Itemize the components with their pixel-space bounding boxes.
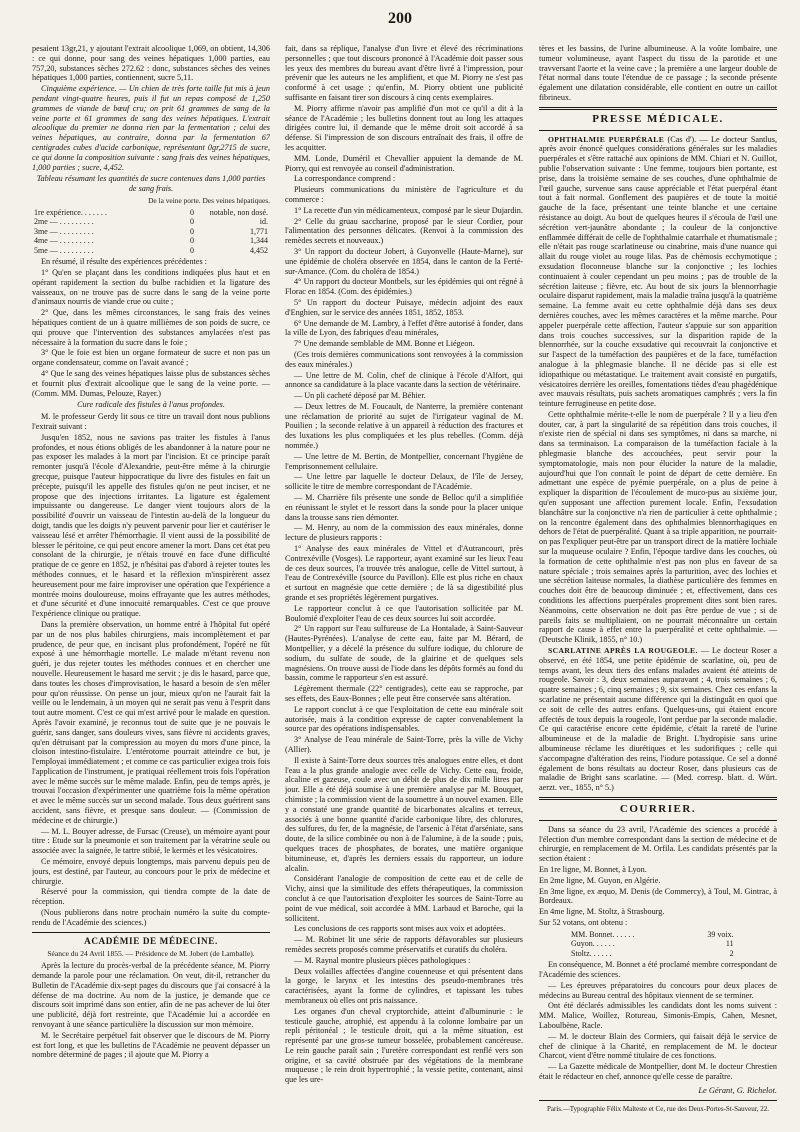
section-title: ACADÉMIE DE MÉDECINE. bbox=[84, 935, 218, 946]
candidate-line: En 3me ligne, ex æquo, M. Denis (de Commercy), à Toul, M. Gintrac, à Bordeaux. bbox=[539, 886, 777, 906]
table-row bbox=[569, 930, 736, 940]
table-title: Tableau résumant les quantités de sucre contenues dans 1,000 parties de sang frais. bbox=[36, 174, 266, 194]
paragraph: 2° Un rapport sur l'eau sulfureuse de La Hontalade, à Saint-Sauveur (Hautes-Pyrénées). L'analyse de cette eau, faite par M. Bérard, de Montpellier, y a décelé la présence du sulfure iodique, du chlorure de sodium, du sulfate de soude, de la glairine et de quelques sels magnésiens. On trouve aussi de l'iode dans les dépôts formés au fond du bassin, comme le rapporteur s'en est assuré. bbox=[285, 624, 523, 683]
paragraph: Les conclusions de ces rapports sont mises aux voix et adoptées. bbox=[294, 924, 506, 934]
column-1 bbox=[32, 44, 270, 1114]
paragraph bbox=[539, 646, 777, 793]
paragraph: — La Gazette médicale de Montpellier, dont M. le docteur Chrestien était le rédacteur en chef, annonce qu'elle cesse de paraître. bbox=[539, 1062, 777, 1081]
row-label: 4me — . . . . . . . . . bbox=[34, 236, 94, 246]
cell-hep: 1,771 bbox=[250, 226, 268, 236]
session-line: Séance du 24 Avril 1855. — Présidence de M. Jobert (de Lamballe). bbox=[47, 949, 255, 959]
divider bbox=[539, 797, 777, 800]
cell-porte: 0 bbox=[190, 226, 194, 236]
votes-intro: Sur 52 votans, ont obtenu : bbox=[539, 917, 628, 927]
paragraph: — M. Henry, au nom de la commission des eaux minérales, donne lecture de plusieurs rapports : bbox=[285, 523, 523, 543]
article-lead: OPHTHALMIE PUERPÉRALE bbox=[548, 134, 665, 144]
table-row bbox=[569, 939, 736, 949]
divider bbox=[32, 932, 270, 933]
paragraph: Cinquième expérience. — Un chien de très forte taille fut mis à jeun pendant vingt-quatre heures, puis il fut un repas composé de 1,250 grammes de viande de bœuf cru; on prit 61 grammes de sang de la veine porte et 61 grammes de sang des veines hépatiques. L'extrait alcoolique du premier ne donna rien par la fermentation ; celui des veines hépatiques, au contraire, donna par la fermentation 67 centigrades cubes d'acide carbonique, représentant 0gr,2715 de sucre, ce qui donne la composition suivante : sang frais des veines hépatiques, 1,000 parties ; sucre, 4,452. bbox=[32, 84, 270, 172]
paragraph: Considérant l'analogie de composition de cette eau et de celle de Vichy, ainsi que la similitude des effets thérapeutiques, la commission conclut à ce que l'autorisation d'exploiter les sources de Saint-Torre au point de vue médical, soit accordée à MM. Larbaud et Baroche, qui la sollicitent. bbox=[285, 874, 523, 923]
vote-count: 2 bbox=[729, 948, 734, 958]
candidate-line: En 2me ligne, M. Guyon, en Algérie. bbox=[539, 875, 661, 885]
paragraph: — Deux lettres de M. Foucault, de Nanterre, la première contenant une réclamation de priorité au sujet de l'irrigateur vaginal de M. Pouilien ; la seconde relative à un appareil à réduction des fractures et des luxations les plus compliquées et les plus rebelles. (Comm. déjà nommée.) bbox=[285, 401, 523, 451]
paragraph: 7° Une demande semblable de MM. Bonne et Liégeon. bbox=[294, 339, 475, 349]
paragraph: — M. Charrière fils présente une sonde de Belloc qu'il a simplifiée en réunissant le stylet et le ressort dans la sonde pour la placer unique dans la trousse sans rien démonter. bbox=[285, 493, 523, 522]
paragraph: Après la lecture du procès-verbal de la précédente séance, M. Piorry demande la parole pour une réclamation. On veut, dit-il, retrancher du Bulletin de l'Académie dix-sept pages du discours que j'ai consacré à la défense de ma doctrine. Au nom de la justice, je demande que ce discours soit imprimé dans son entier, afin de ne pas achever de lui ôter une publicité, déjà fort restreinte, que l'Académie lui a accordée en renvoyant à une séance particulière la discussion sur mon mémoire. bbox=[32, 961, 270, 1030]
paragraph: tères et les bassins, de l'urine albumineuse. A la voûte lombaire, une tumeur volumineuse, ayant l'aspect du tissu de la parotide et une travversant l'aorte et la veine cave ; la première a une largeur double de l'état normal dans toute l'étendue de ce passage ; la seconde présente également une dilatation considérable, elle contient en outre un caillot fibrineux. bbox=[539, 44, 777, 102]
subheading: Cure radicale des fistules à l'anus profondes. bbox=[77, 400, 225, 410]
row-label: 3me — . . . . . . . . . bbox=[34, 226, 94, 236]
paragraph: 1° La recette d'un vin médicamenteux, composé par le sieur Dujardin. bbox=[294, 205, 523, 215]
vote-name: Guyon. . . . . . bbox=[571, 939, 615, 949]
cell-porte: 0 bbox=[190, 207, 194, 217]
paragraph: (Ces trois dernières communications sont renvoyées à la commission des eaux minérales.) bbox=[285, 349, 523, 369]
paragraph: Cette ophthalmie mérite-t-elle le nom de puerpérale ? Il y a lieu d'en douter, car, à part la singularité de sa répétition dans trois couches, il n'existe rien de spécial ni dans ses symptômes, ni dans sa marche, ni dans sa terminaison. La comparaison de la tuméfaction faciale à la phlegmasie blanche des accouchées, peut servir pour la symptomatologie, mais non pour élucider la nature de la maladie, aujourd'hui que l'on connaît le point de départ de cette dernière. En admettant une espèce de pyémie puerpérale, on a plus de peine à expliquer la disparition de l'écoulement de muco-pus au sixième jour, qu'en supposant une affection purement locale. Enfin, l'exsudation blanchâtre sur la conjonctive n'a rien de particulier à cette ophthalmie ; on la rencontre également dans des ophthalmies blennorrhagiques en dehors de l'état de puerpéralité. Quant à sa triple apparition, ne pourrait-on pas l'expliquer peut-être par un transport direct de la matière lochiale sur la muqueuse oculaire ? Enfin, l'époque tardive dans les couches, où la formation de cette ophthalmie n'est pas non plus en faveur de sa nature spéciale ; trois semaines après la parturition, avec des lochies et une sécrétion laiteuse normales, la diathèse particulière des femmes en couches doit être de beaucoup diminuée ; et, effectivement, dans ces conditions les affections puerpérales proprement dites sont bien rares. Néanmoins, cette observation ne doit pas être perdue de vue ; si de pareils faits se multipliaient, on ne pourrait méconnaître un certain rapport de cause à effet entre la puerpéralité et cette ophthalmie. — (Deutsche Klinik, 1855, n° 10.) bbox=[539, 409, 777, 645]
vote-count: 39 voix. bbox=[707, 929, 734, 939]
paragraph: La correspondance comprend : bbox=[294, 174, 396, 184]
paragraph bbox=[539, 135, 777, 409]
table-row bbox=[32, 236, 270, 246]
paragraph: M. le professeur Gerdy lit sous ce titre un travail dont nous publions l'extrait suivant : bbox=[32, 412, 270, 431]
paragraph: Ce mémoire, envoyé depuis longtemps, mais parvenu depuis peu de jours, est destiné, par l'auteur, au concours pour le prix de médecine et chirurgie. bbox=[32, 857, 270, 886]
table-row bbox=[32, 217, 270, 227]
paragraph: Jusqu'en 1852, nous ne savions pas traiter les fistules à l'anus profondes, et nous étions obligés de les abandonner à la nature pour ne pas exposer les malades à la mort par l'incision. Et ce principe paraît remonter jusqu'à l'école d'Alexandrie, peut-être même à la chirurgie grecque, puisque l'auteur hippocratique du livre des fistules en fait un précepte, puisqu'il les appelle des fistules qu'on ne peut inciser, et ne propose que des injections irritantes. La ligature est également impuissante ou dangereuse. Le danger vient toujours alors de la possibilité d'ouvrir un vaisseau de l'intestin au-delà de la longueur du doigt, tandis que les doigts n'y peuvent parvenir pour lier et cautériser le vaisseau lésé et arrêter l'hémorrhagie. Il vient aussi de la possibilité de blesser le péritoine, ce qui peut encore amener la mort. Dans cet état peu consolant de la chirurgie, je n'étais trouvé en face d'une difficulté pratique de ce genre en 1852, je n'hésitai pas d'abord à rejeter toutes les méthodes connues, et le hasard et la réflexion m'inspirèrent assez heureusement pour me faire improviser une opération que l'expérience a montrée moins douloureuse, moins effrayante que les autres méthodes, et d'une sécurité et d'une innocuité remarquables. C'est ce que prouve l'expérience clinique ou pratique. bbox=[32, 432, 270, 619]
paragraph: — Un pli cacheté déposé par M. Béhier. bbox=[294, 391, 426, 401]
paragraph: Plusieurs communications du ministère de l'agriculture et du commerce : bbox=[285, 185, 523, 204]
paragraph: (Nous publierons dans notre prochain numéro la suite du compte-rendu de l'Académie des sciences.) bbox=[32, 908, 270, 927]
section-title: COURRIER. bbox=[619, 802, 697, 815]
column-2 bbox=[285, 44, 523, 1114]
paragraph: — M. Raynal montre plusieurs pièces pathologiques : bbox=[294, 955, 471, 965]
article-text: — Le docteur Roser a observé, en été 1854, une petite épidémie de scarlatine, où, peu de temps avant, les deux tiers des enfans malades avaient été atteints de rougeole. Savoir : 3, deux semaines auparavant ; 4, trois semaines ; 6, quatre semaines ; 6, cinq semaines ; 9, six semaines. Chez ces enfans la scarlatine ne présentait aucune différence qui la distinguât en quoi que ce soit de celle des autres enfans. Quelques-uns, qui étaient encore affectés de toux depuis la rougeole, l'ont perdue par la seconde maladie. Ce qui caractérise encore cette épidémie, c'était la rareté de l'urine albumineuse et de la maladie de Bright. L'hydropisie sans urine albumineuse réclame les diurétiques et les sudorifiques ; celle qui s'accompagne d'altération des reins, l'iodure potassique. Ce sel a donné également de bons résultats au docteur Roser, dans plusieurs cas de maladie de Bright sans scarlatine. — (Med. corresp. blatt. d. Würt. aerzt. ver., 1855, n° 5.) bbox=[539, 646, 777, 793]
paragraph: Dans sa séance du 23 avril, l'Académie des sciences a procédé à l'élection d'un membre correspondant dans la section de médecine et de chirurgie, en remplacement de M. Orfila. Les candidats présentés par la section étaient : bbox=[539, 824, 777, 864]
cell-hep: id. bbox=[259, 217, 268, 227]
article-lead: SCARLATINE APRÈS LA ROUGEOLE. bbox=[548, 646, 698, 656]
paragraph: 2° Celle du gruau saccharine, proposé par le sieur Cordier, pour l'alimentation des personnes délicates. (Renvoi à la commission des remèdes secrets et nouveaux.) bbox=[285, 216, 523, 246]
paragraph: — M. L. Bouyer adresse, de Fursac (Creuse), un mémoire ayant pour titre : Etude sur la pneumonie et son traitement par la vératrine seule ou associée avec la saignée, le tartre stibié, le kermès et les vésicatoires. bbox=[32, 826, 270, 856]
paragraph: fait, dans sa réplique, l'analyse d'un livre et élevé des récriminations personnelles ; que tout discours prononcé à l'Académie doit passer sous les yeux des membres du bureau avant d'être livré à l'impression, pour prévenir que les auteurs ne les amplifient, et que M. Piorry ne s'est pas conformé à cet usage ; qu'enfin, M. Piorry obtient une publicité suffisante en faisant tirer son discours à cinq cents exemplaires. bbox=[285, 44, 523, 102]
divider bbox=[539, 820, 777, 821]
vote-name: MM. Bonnet. . . . . . bbox=[571, 929, 635, 939]
paragraph: 4° Que le sang des veines hépatiques laisse plus de substances sèches et fournit plus d'extrait alcoolique que le sang de la veine porte. — (Comm. MM. Dumas, Pelouze, Rayer.) bbox=[32, 369, 270, 398]
row-label: 1re expérience. . . . . . . bbox=[34, 207, 107, 217]
column-3 bbox=[539, 44, 777, 1114]
row-label: 5me — . . . . . . . . . bbox=[34, 245, 94, 255]
paragraph: Il existe à Saint-Torre deux sources très analogues entre elles, et dont l'eau a la plus grande analogie avec celle de Vichy. Cette eau, froide, alcaline et gazeuse, coule avec un débit de plus de dix mille litres par jour. Elle a été déjà soumise à une première analyse par M. Bouquet, chimiste ; la commission vient de la soumettre à un nouvel examen. Elle y a constaté une grande quantité de bicarbonates alcalins et terreux, associés à une bonne quantité d'acide carbonique libre, des chlorures, des sulfures, du fer, de la magnésie, de l'arsenic à l'état d'arséniate, sans doute, de la silice combinée ou non à de l'alumine, à de la soude ; puis, quelques traces de phosphates, de borates, une matière organique bitumineuse, et, d'après les derniers essais du rapporteur, un iodure alcalin. bbox=[285, 755, 523, 873]
votes-table bbox=[569, 930, 736, 959]
paragraph: — M. le docteur Blain des Cormiers, qui faisait déjà le service de chef de clinique à la Charité, en remplacement de M. le docteur Charcot, vient d'être nommé titulaire de ces fonctions. bbox=[539, 1031, 777, 1061]
paragraph: MM. Londe, Duméril et Chevallier appuient la demande de M. Piorry, qui est renvoyée au conseil d'administration. bbox=[285, 153, 523, 173]
paragraph: M. le Secrétaire perpétuel fait observer que le discours de M. Piorry est fort long, et que les bulletins de l'Académie ne peuvent dépasser un nombre déterminé de pages ; il ajoute que M. Piorry a bbox=[32, 1030, 270, 1060]
paragraph: 3° Un rapport du docteur Jobert, à Guyonvelle (Haute-Marne), sur une épidémie de choléra observée en 1854, dans le canton de la Ferté-sur-Amance. (Com. du choléra de 1854.) bbox=[285, 246, 523, 276]
paragraph: En résumé, il résulte des expériences précédentes : bbox=[41, 257, 207, 267]
paragraph: 3° Que le foie est bien un organe formateur de sucre et non pas un organe condensateur, comme on l'avait avancé ; bbox=[32, 348, 270, 368]
paragraph: Le rapport conclut à ce que l'exploitation de cette eau minérale soit autorisée, mais à la condition expresse de capter convenablement la source par des opérations indispensables. bbox=[285, 704, 523, 734]
paragraph: Légèrement thermale (22° centigrades), cette eau se rapproche, par ses effets, des Eaux-Bonnes ; elle peut être conservée sans altération. bbox=[285, 684, 523, 703]
article-text: (Cas d'). — Le docteur Santlus, après avoir énoncé quelques considérations générales sur les maladies puerpérales et s'être rattaché aux opinions de MM. Chiari et N. Guillot, publie l'observation suivante : Une femme, toujours bien portante, est prise, dans la troisième semaine de ses couches, d'une ophthalmie de l'œil gauche, survenue sans cause appréciable et l'état puerpéral étant tout à fait normal. Gonflement des paupières et de toute la moitié gauche de la face, présentant une teinte blanche et une certaine résistance au doigt. Au bout de quelques heures il s'écoula de l'œil une sécrétion vert-jaunâtre abondante ; la couleur de la conjonctive enflammée différait de celle de l'ophthalmie catarrhale et rhumatismale ; elle n'était pas rouge scarlatineuse ou cinabrine, mais d'une nuance qui allait du rouge violet au rouge lilas. Pas de chémosis ecchymotique ; exsudation floconneuse blanche sur la conjonctive ; les lochies continuaient à couler cependant un peu moins ; pas de trouble de la sécrétion laiteuse ; fièvre, etc. Au bout de six jours la blennorrhagie oculaire disparut rapidement, mais la maladie traîna jusqu'à la quatrième semaine. La femme avait eu cette ophthalmie déjà dans ses deux dernières couches, avec les mêmes caractères et la même marche. Pour appeler puerpérale cette affection, l'auteur s'appuie sur son apparition dans trois couches successives, sur la disparition rapide de la blennorrhée, sur la couche exsudative qui recouvrait la conjonctive et sur l'aspect de la tuméfaction des paupières et de la face, tuméfaction analogue à la phlegmasie blanche. Il ne décide pas si elle est idiopathique ou métastatique. Le traitement avait consisté en purgatifs, vésicatoires derrière les oreilles, fomentations tièdes d'eau phagédénique avec mauvais résultats, puis sachets aromatiques camphrés ; vers la fin teinture ferrugineuse en petite dose. bbox=[539, 134, 777, 409]
paragraph: — Une lettre par laquelle le docteur Delaux, de l'île de Jersey, sollicite le titre de membre correspondant de l'Académie. bbox=[285, 472, 523, 492]
divider bbox=[539, 130, 777, 131]
cell-hep: 4,452 bbox=[250, 245, 268, 255]
cell-hep: notable, non dosé. bbox=[209, 207, 268, 217]
paragraph: En conséquence, M. Bonnet a été proclamé membre correspondant de l'Académie des sciences. bbox=[539, 960, 777, 980]
candidate-line: En 1re ligne, M. Bonnet, à Lyon. bbox=[539, 864, 647, 874]
divider bbox=[539, 107, 777, 110]
table-row bbox=[569, 949, 736, 959]
paragraph: Ont été déclarés admissibles les candidats dont les noms suivent : MM. Malice, Woillez, Rotureau, Simonis-Empis, Cahen, Mesnet, Laboulbène, Racle. bbox=[539, 1001, 777, 1031]
page-number: 200 bbox=[388, 10, 412, 27]
paragraph: — Une lettre de M. Colin, chef de clinique à l'école d'Alfort, qui annonce sa candidature à la place vacante dans la section de vétérinaire. bbox=[285, 370, 523, 390]
divider bbox=[539, 1100, 777, 1101]
paragraph: Deux volailles affectées d'angine couenneuse et qui présentent dans la gorge, le larynx et les intestins des pseudo-membranes très caractérisées, ayant la forme de cylindres, et tapissant les tubes membraneux où elles ont pris naissance. bbox=[285, 966, 523, 1005]
vote-name: Stoltz. . . . . . bbox=[571, 948, 612, 958]
paragraph: — Une lettre de M. Bertin, de Montpellier, concernant l'hygiène de l'emprisonnement cellulaire. bbox=[285, 451, 523, 471]
paragraph: Le rapporteur conclut à ce que l'autorisation sollicitée par M. Boulomié d'exploiter l'eau de ces deux sources lui soit accordée. bbox=[285, 603, 523, 623]
paragraph: pesaient 13gr,21, y ajoutant l'extrait alcoolique 1,069, on obtient, 14,306 : ce qui donne, pour sang des veines hépatiques 1,000 parties, eau 757,20, substances sèches 272.62 : donc, substances sèches des veines hépatiques 1,000 parties, contiennent, sucre 5,11. bbox=[32, 44, 270, 83]
candidate-line: En 4me ligne, M. Stoltz, à Strasbourg. bbox=[539, 907, 665, 917]
paragraph: M. Piorry affirme n'avoir pas amplifié d'un mot ce qu'il a dit à la séance de l'Académie ; les bulletins donnent tout au long les attaques dirigées contre lui, il demande que le même droit soit accordé à sa défense. Si l'impression de son discours entraînait des frais, il offre de les acquitter. bbox=[285, 103, 523, 152]
paragraph: Les organes d'un cheval cryptorchide, atteint d'albuminurie : le testicule gauche, atrophié, est appendu à la colonne lombaire par un repli péritonéal ; le testicule droit, qui a la même situation, est représenté par une gros-se tumeur bosselée, probablement cancéreuse. Le rein gauche paraît sain ; l'uretère correspondant est renflé vers son origine, et sa cavité obstruée par des végétations de la membrane muqueuse ; le rein droit hypertrophié ; la vessie petite, contenant, ainsi que les ure- bbox=[285, 1006, 523, 1085]
paragraph: 1° Qu'en se plaçant dans les conditions indiquées plus haut et en opérant rapidement la section du bulbe rachidien et la ligature des vaisseaux, on ne trouve pas de sucre dans le sang de la veine porte d'animaux nourris de viande crue ou cuite ; bbox=[32, 268, 270, 307]
paragraph: 3° Analyse de l'eau minérale de Saint-Torre, près la ville de Vichy (Allier). bbox=[285, 735, 523, 754]
table-row bbox=[32, 208, 270, 218]
printer-line: Paris.—Typographie Félix Malteste et Ce, rue des Deux-Portes-St-Sauveur, 22. bbox=[546, 1104, 770, 1113]
paragraph: 6° Une demande de M. Lambry, à l'effet d'être autorisé à fonder, dans la ville de Lyon, des fabriques d'eau minérales, bbox=[285, 318, 523, 338]
row-label: 2me — . . . . . . . . . bbox=[34, 217, 94, 227]
paragraph: — Les épreuves préparatoires du concours pour deux places de médecins au Bureau central des hôpitaux viennent de se terminer. bbox=[539, 980, 777, 1000]
cell-hep: 1,344 bbox=[250, 236, 268, 246]
paragraph: Dans la première observation, un homme entré à l'hôpital fut opéré par un de nos plus habiles chirurgiens, mais incomplètement et par prudence, de peur que, en incisant plus profondément, l'opéré ne fût exposé à une hémorrhagie mortelle. Le malade m'étant revenu non guéri, je dus rejeter toutes les méthodes connues et en chercher une nouvelle. Heureusement le hasard me servit ; je dis le hasard, parce que, dans toutes les choses d'improvisation, le hasard a besoin de s'en mêler pour qu'on réussisse. On pense un jour, mieux qu'on ne l'aurait fait la veille ou le lendemain, à un moyen qui ne serait pas venu à l'esprit dans tout autre moment. C'est ce qui m'est arrivé pour le malade en question. Après l'avoir examiné, je reconnus tout de suite que je ne pouvais le guérir, sans danger, sans douleurs vives, sans fièvre ni accidents graves, qu'en détruisant par la compression au moyen du mors d'une pince, la cloison intestino-fistulaire. L'entérotome pourrait atteindre ce but, je l'employai immédiatement ; et comme ce cas particulier exigea trois fois l'application de l'instrument, je pratiquai réellement trois fois l'opération avec le même succès sur le même malade. Enfin, peu de temps après, je trouvai l'occasion d'expérimenter une quatrième fois la même opération et avec le même succès sur un second malade. Tous deux guérirent sans accident, sans fièvre, et presque sans douleur. — (Commission de médecine et de chirurgie.) bbox=[32, 619, 270, 825]
table-row bbox=[32, 246, 270, 256]
cell-porte: 0 bbox=[190, 245, 194, 255]
vote-count: 11 bbox=[725, 939, 734, 949]
paragraph: 5° Un rapport du docteur Puisaye, médecin adjoint des eaux d'Enghien, sur le service des années 1851, 1852, 1853. bbox=[285, 297, 523, 317]
signature: Le Gérant, G. Richelot. bbox=[698, 1085, 777, 1095]
paragraph: 2° Que, dans les mêmes circonstances, le sang frais des veines hépatiques contient de un à quatre millièmes de son poids de sucre, ce qui prouve que l'intervention des substances amylacées n'est pas nécessaire à la formation du sucre dans le foie ; bbox=[32, 308, 270, 347]
paragraph: Réservé pour la commission, qui tiendra compte de la date de réception. bbox=[32, 887, 270, 907]
table-row bbox=[32, 227, 270, 237]
cell-porte: 0 bbox=[190, 236, 194, 246]
paragraph: 4° Un rapport du docteur Montbels, sur les épidémies qui ont régné à Florac en 1854. (Com. des épidémies.) bbox=[285, 277, 523, 297]
paragraph: 1° Analyse des eaux minérales de Vittel et d'Autrancourt, près Contrexéville (Vosges). Le rapporteur, ayant examiné sur les lieux l'eau de ces deux sources, l'a trouvée très analogue, celle de Vittel surtout, à l'eau de Contrexéville (source du Pavillon). Elle est plus riche en chaux et surtout en magnésie que cette dernière ; de là sa digestibilité plus grande et ses propriétés légèrement purgatives. bbox=[285, 544, 523, 603]
sugar-table bbox=[32, 208, 270, 256]
paragraph: — M. Robinet lit une série de rapports défavorables sur plusieurs remèdes secrets proposés comme préservatifs et curatifs du choléra. bbox=[285, 935, 523, 954]
section-title: PRESSE MÉDICALE. bbox=[592, 112, 724, 125]
table-header: De la veine porte. Des veines hépatiques. bbox=[148, 195, 270, 205]
cell-porte: 0 bbox=[190, 217, 194, 227]
